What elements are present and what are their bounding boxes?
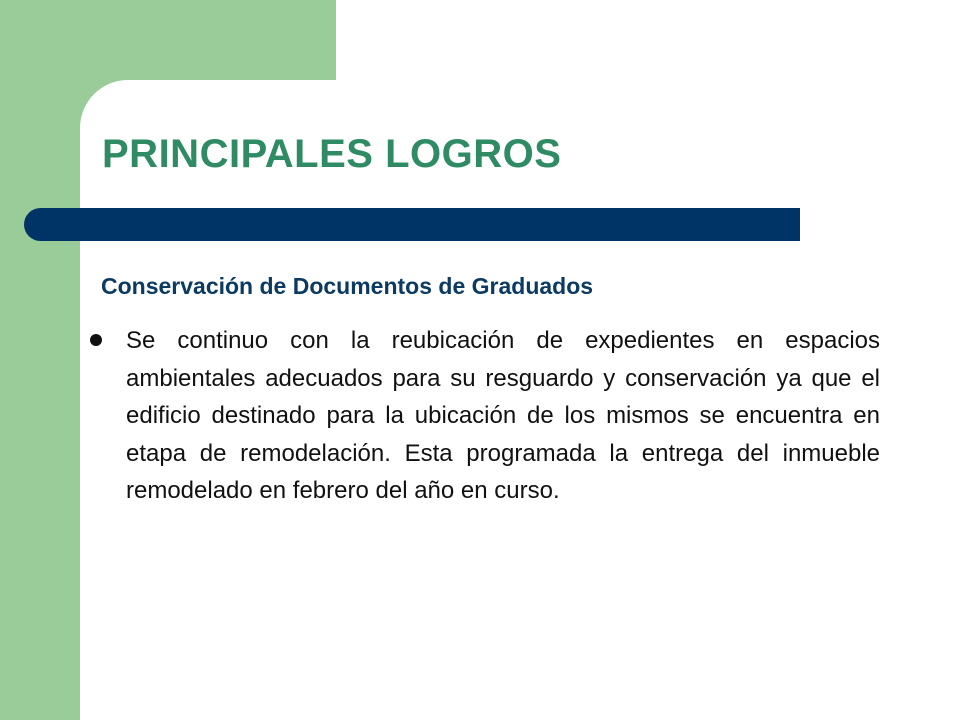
bullet-text: Se continuo con la reubicación de expedientes en espacios ambientales adecuados para su resguardo y conservación ya que el edificio destinado para la ubicación de los mismos se encuentra en etapa de remodelación. Esta programada la entrega del inmueble remodelado en febrero del año en curso. <box>126 327 880 504</box>
bullet-icon <box>90 334 102 346</box>
section-subheading: Conservación de Documentos de Graduados <box>101 273 594 299</box>
title-underline-bar <box>24 208 800 241</box>
slide-title: PRINCIPALES LOGROS <box>102 132 562 176</box>
